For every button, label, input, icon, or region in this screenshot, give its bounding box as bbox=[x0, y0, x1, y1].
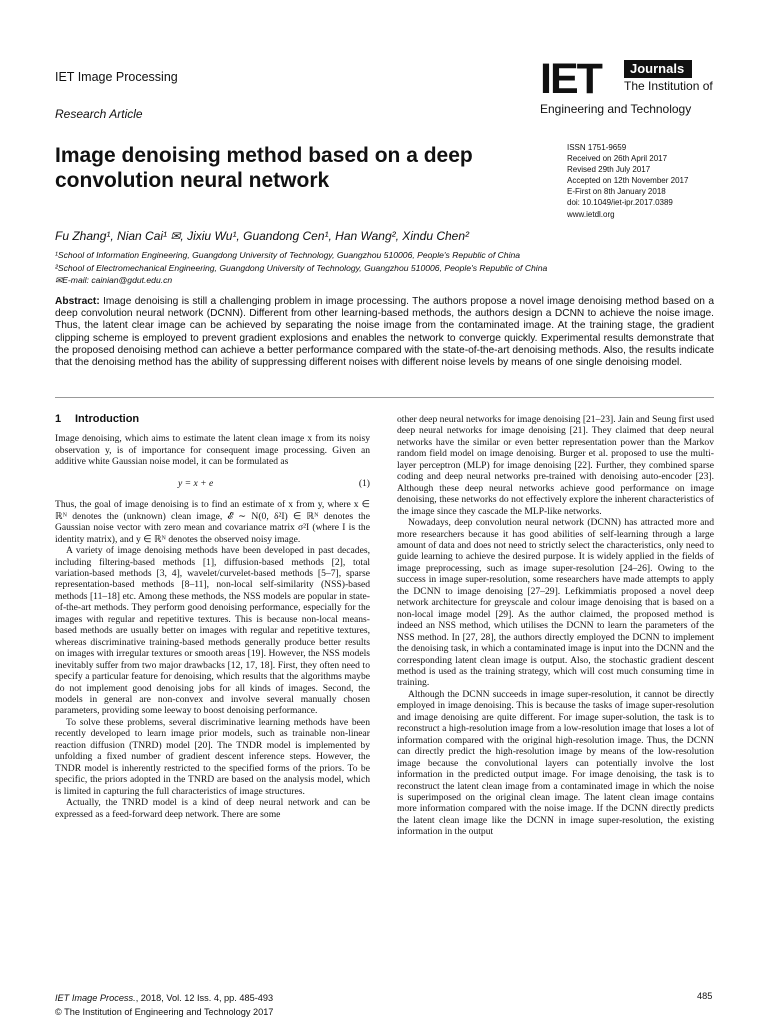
paragraph: Thus, the goal of image denoising is to find an estimate of x from y, where x ∈ ℝᴺ denotes the (unknown) clean image, 𝓔 ∼ N(0, δ²I) ∈ ℝᴺ denotes the Gaussian noise vector with zero mean and covariance matrix σ²I (where I is the identity matrix), and y ∈ ℝᴺ denotes the observed noisy image. bbox=[55, 499, 370, 545]
section-title: Introduction bbox=[75, 413, 140, 425]
revised-date: Revised 29th July 2017 bbox=[567, 165, 651, 175]
affiliations bbox=[55, 249, 547, 287]
equation-formula: y = x + e bbox=[178, 477, 214, 489]
paragraph: Actually, the TNRD model is a kind of deep neural network and can be expressed as a feed-forward deep network. There are some bbox=[55, 797, 370, 820]
abstract-text: Image denoising is still a challenging problem in image processing. The authors propose a novel image denoising method based on a deep convolution neural network (DCNN). Different from other learning-based methods, the authors design a DCNN to achieve the noise image. Thus, the latent clear image can be achieved by separating the noise image from the contaminated image. At the training stage, the gradient clipping scheme is employed to prevent gradient explosions and enables the network to converge quickly. Experimental results demonstrate that the proposed denoising method can achieve a better performance compared with the state-of-the-art denoising methods. Also, the results indicate that the denoising method has the ability of suppressing different noises with different noise levels by means of one single denoising model. bbox=[55, 296, 714, 369]
author-list: Fu Zhang¹, Nian Cai¹ ✉, Jixiu Wu¹, Guandong Cen¹, Han Wang², Xindu Chen² bbox=[55, 229, 470, 243]
abstract-label: Abstract: bbox=[55, 296, 100, 307]
accepted-date: Accepted on 12th November 2017 bbox=[567, 176, 689, 186]
section-number: 1 bbox=[55, 413, 62, 425]
section-heading bbox=[55, 414, 370, 425]
affiliation-2: ²School of Electromechanical Engineering, Guangdong University of Technology, Guangzhou 510006, People's Republic of China bbox=[55, 262, 548, 273]
received-date: Received on 26th April 2017 bbox=[567, 154, 668, 164]
journal-name: IET Image Processing bbox=[55, 70, 178, 84]
website-link[interactable]: www.ietdl.org bbox=[567, 209, 615, 219]
doi[interactable]: doi: 10.1049/iet-ipr.2017.0389 bbox=[567, 198, 673, 208]
section-divider bbox=[55, 397, 714, 398]
citation-volume: , 2018, Vol. 12 Iss. 4, pp. 485-493 bbox=[135, 993, 274, 1003]
affiliation-1: ¹School of Information Engineering, Guangdong University of Technology, Guangzhou 510006, People's Republic of China bbox=[55, 250, 521, 260]
article-metadata bbox=[567, 142, 688, 220]
efirst-date: E-First on 8th January 2018 bbox=[567, 187, 666, 197]
logo-badge: Journals bbox=[624, 60, 692, 78]
abstract bbox=[55, 296, 714, 369]
paragraph: A variety of image denoising methods have been developed in past decades, including filtering-based methods [1], diffusion-based methods [2], total variation-based methods [3, 4], wavelet/curvelet-based methods [5–7], sparse representation-based methods [8–11], non-local self-similarity (NSS)-based methods [11–18] etc. Among these methods, the NSS models are popular in state-of-the-art methods. They perform good denoising performance, especially for the images with regular and repetitive textures. This is because non-local means-based methods are usually better on images with regular and repetitive textures, whereas discriminative training-based methods generally produce better results on images with irregular textures or smooth areas [19]. However, the NSS models inevitably suffer from two major drawbacks [12, 17, 18]. First, they often need to specify a particular feature for denoising, which results that the algorithms maybe do not implement good denoising jobs for all kinds of images. Second, the models in general are non-convex and involve several manually chosen parameters, providing some leeway to boost denoising performance. bbox=[55, 545, 370, 717]
page-number: 485 bbox=[697, 991, 713, 1001]
paragraph: Nowadays, deep convolution neural network (DCNN) has attracted more and more researchers because it has good abilities of self-learning through a large amount of data and does not need to strictly select the characteristics, only need to guide learning to achieve the desired purpose. It is widely applied in the fields of image preprocessing, such as image super-resolution [24–26]. Owing to the success in image super-resolution, some researchers have made attempts to apply the DCNN to image denoising [27–29]. Lefkimmiatis proposed a novel deep network architecture for greyscale and colour image denoising that is based on a non-local image model [29]. As the author claimed, the proposed method is indeed an NSS method, which utilises the DCNN to learn the parameters of the NSS method. In [27, 28], the authors directly employed the DCNN to implement the denoising task, in which a contaminated image is input into the DCNN and the corresponding latent clean image is output. Also, the stochastic gradient descent method is used as the training strategy, which will cost much consuming time in training. bbox=[397, 517, 714, 689]
logo-line2: Engineering and Technology bbox=[540, 102, 692, 116]
right-column bbox=[397, 414, 714, 838]
paragraph: Image denoising, which aims to estimate the latent clean image x from its noisy observation y, is of importance for consequent image processing. Given an additive white Gaussian noise model, it can be formulated as bbox=[55, 433, 370, 468]
paper-title: Image denoising method based on a deep convolution neural network bbox=[55, 144, 473, 192]
iet-journals-logo bbox=[540, 57, 720, 121]
footer-citation bbox=[55, 991, 273, 1019]
logo-line1: The Institution of bbox=[624, 79, 713, 93]
equation-number: (1) bbox=[358, 477, 370, 489]
citation-line bbox=[55, 991, 273, 1005]
citation-journal: IET Image Process. bbox=[55, 993, 136, 1003]
article-type: Research Article bbox=[55, 107, 143, 121]
paragraph: other deep neural networks for image denoising [21–23]. Jain and Seung first used deep neural networks for image denoising [21]. They claimed that deep neural networks have the similar or even better representation power than the Markov random field model on image denoising. Burger et al. proposed to use the multi-layer perceptron (MLP) for image denoising [22]. Further, they combined sparse coding and deep neural networks pre-trained with denoising auto-encoder [23]. Although these deep neural networks achieve good performance on image denoising, these networks do not effectively explore the inherent characteristics of the image since they cascade the MLP-like networks. bbox=[397, 414, 714, 517]
equation-1 bbox=[55, 478, 370, 489]
left-column bbox=[55, 414, 370, 820]
copyright: © The Institution of Engineering and Technology 2017 bbox=[55, 1007, 274, 1017]
logo-mark: IET bbox=[540, 55, 601, 103]
contact-email[interactable]: ✉E-mail: cainian@gdut.edu.cn bbox=[55, 275, 173, 286]
paragraph: Although the DCNN succeeds in image super-resolution, it cannot be directly employed in image denoising. This is because the tasks of image super-resolution and image denoising are quite different. For image super-solution, the task is to reconstruct a high-resolution image from a low-resolution image that loses a lot of information compared with the original high-resolution image. Thus, the DCNN can directly predict the high-resolution image by means of the low-resolution image because the convolutional layers can potentially involve the lost information in the predicted output image. For image denoising, the task is to reconstruct the latent clean image from a contaminated image in which the noise is superimposed on the original clean image. The latent clean image contains more information compared with the noise image. If the DCNN directly predicts the latent clean image like the DCNN in image super-resolution, the existing information in the output bbox=[397, 688, 714, 838]
issn: ISSN 1751-9659 bbox=[567, 143, 627, 152]
paragraph: To solve these problems, several discriminative learning methods have been recently developed to learn image prior models, such as trainable non-linear reaction diffusion (TNRD) model [20]. The TNDR model is implemented by unfolding a fixed number of gradient descent inference steps. However, the TNDR model is inherently restricted to the specified forms of the priors. To be specific, the priors adopted in the TNRD are based on the analysis model, which is limited in capturing the full characteristics of image structures. bbox=[55, 716, 370, 797]
